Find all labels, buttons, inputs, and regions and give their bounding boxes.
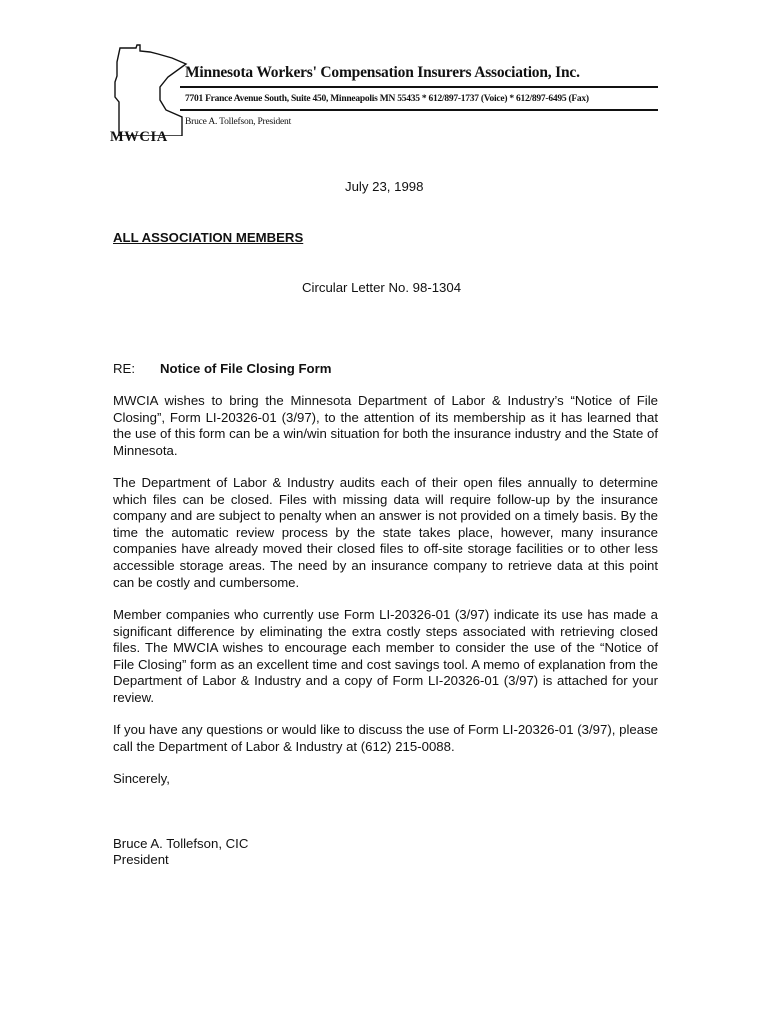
re-label: RE: [113,361,135,376]
letter-date: July 23, 1998 [345,179,424,194]
organization-address: 7701 France Avenue South, Suite 450, Minneapolis MN 55435 * 612/897-1737 (Voice) * 612/897-6495 (Fax) [185,94,589,104]
letterhead-rule-bottom [180,109,658,111]
circular-letter-number: Circular Letter No. 98-1304 [302,280,462,295]
minnesota-state-outline-icon [110,44,190,136]
president-line: Bruce A. Tollefson, President [185,117,292,127]
body-paragraph: Member companies who currently use Form LI-20326-01 (3/97) indicate its use has made a significant difference by eliminating the extra costly steps associated with retrieving closed files. The MWCIA wishes to encourage each member to consider the use of the “Notice of File Closing” form as an excellent time and cost savings tool. A memo of explanation from the Department of Labor & Industry and a copy of Form LI-20326-01 (3/97) is attached for your review. [113,607,658,705]
signer-title: President [113,852,169,867]
body-paragraph: MWCIA wishes to bring the Minnesota Department of Labor & Industry’s “Notice of File Closing”, Form LI-20326-01 (3/97), to the attention of its membership as it has learned that the use of this form can be a win/win situation for both the insurance industry and the State of Minnesota. [113,393,658,458]
letterhead-rule-top [180,86,658,88]
body-paragraph: The Department of Labor & Industry audits each of their open files annually to determine which files can be closed. Files with missing data will require follow-up by the insurance company and are subject to penalty when an answer is not provided on a timely basis. By the time the automatic review process by the state takes place, however, many insurance companies have already moved their closed files to off-site storage facilities or to other less accessible storage areas. The need by an insurance company to retrieve data at this point can be costly and cumbersome. [113,475,658,590]
body-paragraph: If you have any questions or would like to discuss the use of Form LI-20326-01 (3/97), please call the Department of Labor & Industry at (612) 215-0088. [113,722,658,754]
organization-name: Minnesota Workers' Compensation Insurers Association, Inc. [185,64,580,81]
addressee: ALL ASSOCIATION MEMBERS [113,230,304,245]
signer-name: Bruce A. Tollefson, CIC [113,836,249,851]
re-subject: Notice of File Closing Form [160,361,332,376]
closing: Sincerely, [113,771,170,786]
organization-acronym: MWCIA [110,129,168,145]
